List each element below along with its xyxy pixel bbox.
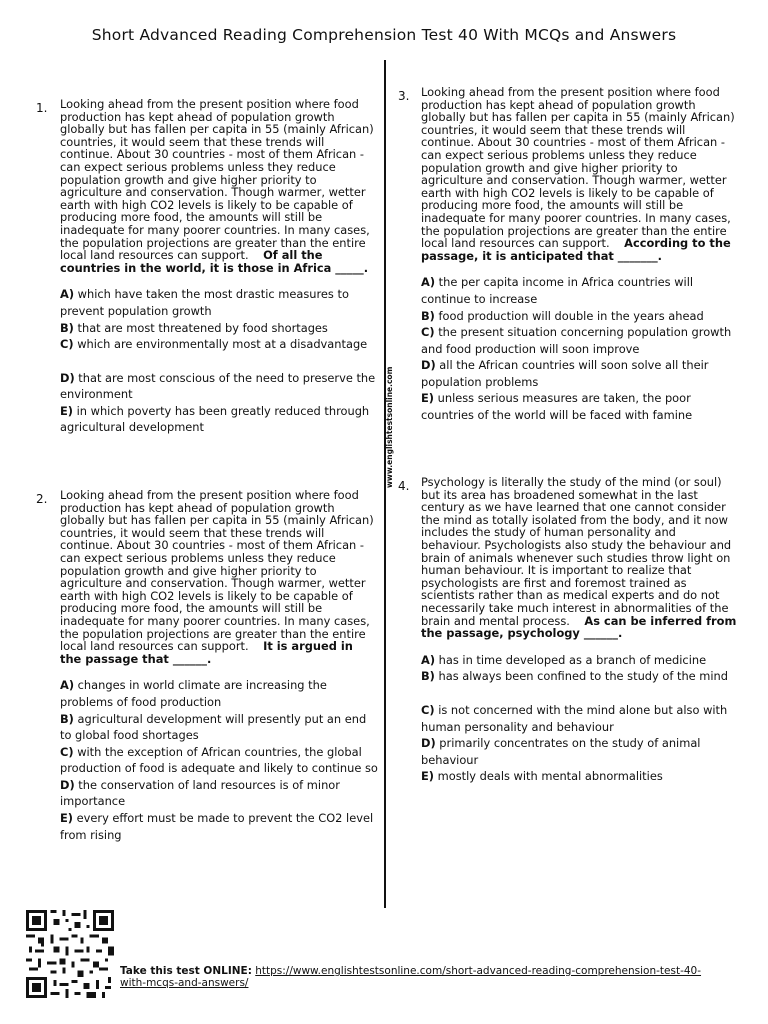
question-1 (60, 98, 378, 436)
question-2-passage (60, 489, 378, 665)
option-e[interactable]: E) unless serious measures are taken, the poor countries of the world will be faced with famine (421, 391, 693, 423)
question-3-number: 3. (398, 89, 410, 103)
option-c[interactable]: C) the present situation concerning population growth and food production will soon improve (421, 325, 732, 356)
question-2-number: 2. (36, 492, 48, 506)
option-c[interactable]: C) with the exception of African countries, the global production of food is adequate and likely to continue so (60, 744, 378, 776)
footer-link-text (120, 965, 720, 989)
question-stem: It is argued in the passage that ______. (60, 639, 353, 666)
option-d[interactable]: D) all the African countries will soon solve all their population problems (421, 358, 709, 389)
option-a[interactable]: A) changes in world climate are increasing the problems of food production (60, 678, 327, 709)
question-stem: As can be inferred from the passage, psychology ______. (421, 613, 737, 641)
question-1-number: 1. (36, 101, 48, 115)
test-url-link[interactable]: https://www.englishtestsonline.com/short-advanced-reading-comprehension-test-40-with-mcqs-and-answers/ (120, 965, 702, 989)
option-e[interactable]: E) mostly deals with mental abnormalities (421, 769, 663, 784)
question-stem: Of all the countries in the world, it is those in Africa _____. (60, 248, 369, 275)
question-stem: According to the passage, it is anticipated that _______. (421, 236, 731, 263)
sidebar-website-link[interactable]: www.englishtestsonline.com (385, 366, 394, 488)
passage-text: Psychology is literally the study of the mind (or soul) but its area has broadened somewhat in the last century as we have learned that one cannot consider the mind as totally isolated from the body, and it now includes the study of human personality and behaviour. Psychologists also study the behaviour and brain of animals whenever such studies throw light on human behaviour. It is important to realize that psychologists are first and foremost trained as scientists rather than as medical experts and do not necessarily take much interest in abnormalities of the brain and mental process. (421, 475, 732, 628)
option-b[interactable]: B) that are most threatened by food shortages (60, 320, 328, 335)
passage-text: Looking ahead from the present position where food production has kept ahead of population growth globally but has fallen per capita in 55 (mainly African) countries, it would seem that these trends will continue. About 30 countries - most of them African - can expect serious problems unless they reduce population growth and give higher priority to agriculture and conservation. Though warmer, wetter earth with high CO2 levels is likely to be capable of producing more food, the amounts will still be inadequate for many poorer countries. In many cases, the population projections are greater than the entire local land resources can support. (421, 85, 735, 251)
options-list (60, 286, 378, 436)
question-4-passage (421, 476, 739, 640)
qr-code-icon[interactable] (26, 910, 114, 998)
option-b[interactable]: B) agricultural development will presently put an end to global food shortages (60, 711, 367, 743)
passage-text: Looking ahead from the present position where food production has kept ahead of population growth globally but has fallen per capita in 55 (mainly African) countries, it would seem that these trends will continue. About 30 countries - most of them African - can expect serious problems unless they reduce population growth and give higher priority to agriculture and conservation. Though warmer, wetter earth with high CO2 levels is likely to be capable of producing more food, the amounts will still be inadequate for many poorer countries. In many cases, the population projections are greater than the entire local land resources can support. (60, 488, 374, 654)
page-title: Short Advanced Reading Comprehension Test 40 With MCQs and Answers (91, 26, 677, 44)
question-4-number: 4. (398, 479, 410, 493)
option-b[interactable]: B) has always been confined to the study of the mind (421, 669, 729, 684)
question-2 (60, 489, 378, 843)
question-1-passage (60, 98, 378, 274)
options-list (421, 274, 739, 423)
option-c[interactable]: C) is not concerned with the mind alone but also with human personality and behaviour (421, 702, 728, 734)
option-b[interactable]: B) food production will double in the years ahead (421, 308, 704, 323)
option-c[interactable]: C) which are environmentally most at a disadvantage (60, 337, 368, 352)
option-d[interactable]: D) that are most conscious of the need to preserve the environment (60, 370, 376, 402)
passage-text: Looking ahead from the present position where food production has kept ahead of population growth globally but has fallen per capita in 55 (mainly African) countries, it would seem that these trends will continue. About 30 countries - most of them African - can expect serious problems unless they reduce population growth and give higher priority to agriculture and conservation. Though warmer, wetter earth with high CO2 levels is likely to be capable of producing more food, the amounts will still be inadequate for many poorer countries. In many cases, the population projections are greater than the entire local land resources can support. (60, 97, 374, 263)
question-3-passage (421, 86, 739, 262)
option-d[interactable]: D) primarily concentrates on the study of animal behaviour (421, 736, 701, 767)
option-a[interactable]: A) which have taken the most drastic measures to prevent population growth (60, 287, 349, 318)
options-list (60, 677, 378, 843)
options-list (421, 652, 739, 785)
option-d[interactable]: D) the conservation of land resources is of minor importance (60, 777, 340, 809)
footer-label: Take this test ONLINE: (120, 965, 252, 977)
option-a[interactable]: A) the per capita income in Africa countries will continue to increase (421, 275, 694, 306)
option-a[interactable]: A) has in time developed as a branch of medicine (421, 652, 707, 667)
option-e[interactable]: E) in which poverty has been greatly reduced through agricultural development (60, 403, 370, 435)
option-e[interactable]: E) every effort must be made to prevent the CO2 level from rising (60, 811, 374, 842)
question-3 (421, 86, 739, 424)
question-4 (421, 476, 739, 785)
